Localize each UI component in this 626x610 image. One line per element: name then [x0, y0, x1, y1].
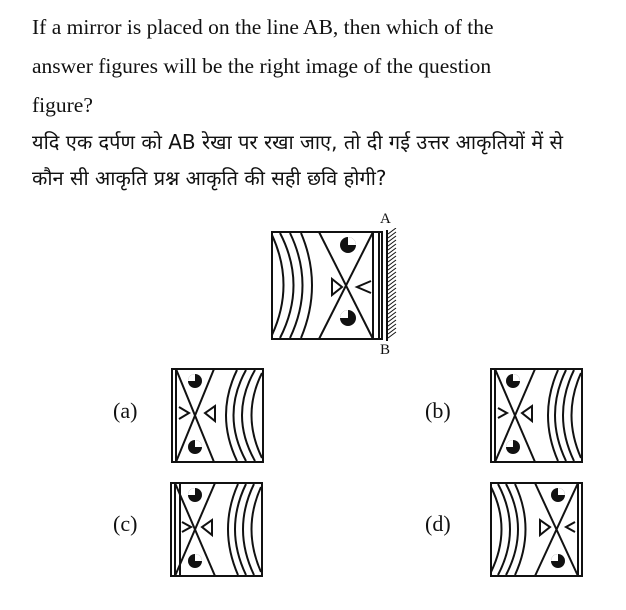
quarter-dot-icon — [506, 374, 520, 388]
option-d-figure[interactable] — [490, 482, 583, 577]
option-a-figure[interactable] — [171, 368, 264, 463]
question-english-line: answer figures will be the right image of the question — [32, 54, 492, 78]
question-english — [32, 8, 612, 125]
mirror-point-a: A — [380, 211, 391, 227]
question-figure — [271, 231, 383, 340]
option-c-label[interactable]: (c) — [113, 511, 138, 536]
quarter-dot-icon — [340, 237, 356, 253]
quarter-dot-icon — [340, 310, 356, 326]
option-b-figure[interactable] — [490, 368, 583, 463]
option-b-label[interactable]: (b) — [425, 398, 451, 423]
option-c-figure[interactable] — [170, 482, 263, 577]
question-hindi-line: कौन सी आकृति प्रश्न आकृति की सही छवि होगी? — [32, 166, 387, 190]
question-hindi — [32, 124, 622, 196]
option-d-label[interactable]: (d) — [425, 511, 451, 536]
mirror-point-b: B — [380, 342, 391, 358]
question-hindi-line: यदि एक दर्पण को AB रेखा पर रखा जाए, तो दी गई उत्तर आकृतियों में से — [32, 130, 564, 154]
question-english-line: figure? — [32, 93, 93, 117]
quarter-dot-icon — [188, 440, 202, 454]
quarter-dot-icon — [188, 488, 202, 502]
question-english-line: If a mirror is placed on the line AB, then which of the — [32, 15, 494, 39]
quarter-dot-icon — [188, 554, 202, 568]
quarter-dot-icon — [551, 554, 565, 568]
quarter-dot-icon — [506, 440, 520, 454]
quarter-dot-icon — [551, 488, 565, 502]
mirror-line — [384, 228, 398, 343]
option-a-label[interactable]: (a) — [113, 398, 138, 423]
quarter-dot-icon — [188, 374, 202, 388]
